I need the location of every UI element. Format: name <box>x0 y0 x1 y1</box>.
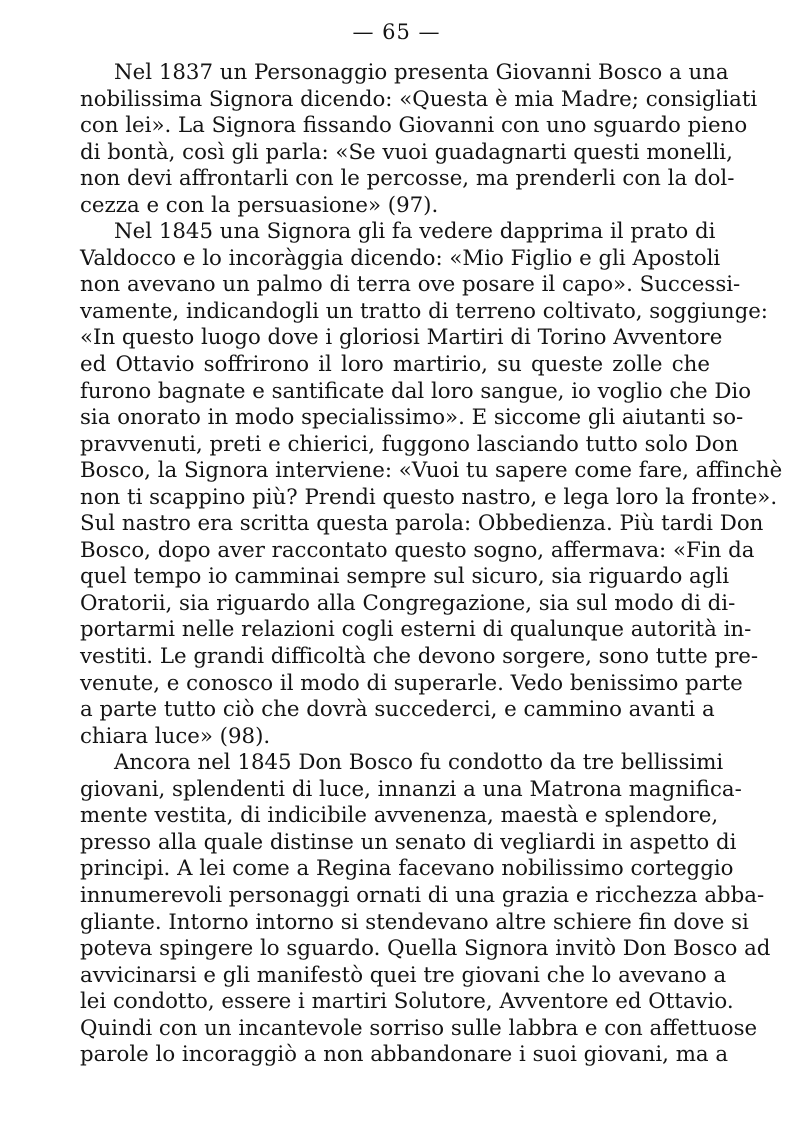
text-line: cezza e con la persuasione» (97). <box>80 192 439 218</box>
text-line: «In questo luogo dove i gloriosi Martiri di Torino Avventore <box>80 325 723 351</box>
text-line: mente vestita, di indicibile avvenenza, maestà e splendore, <box>80 803 719 829</box>
text-line: furono bagnate e santificate dal loro sangue, io voglio che Dio <box>80 378 752 404</box>
text-line: chiara luce» (98). <box>80 723 271 749</box>
text-line: Nel 1845 una Signora gli fa vedere dapprima il prato di <box>114 219 716 245</box>
body-text <box>80 60 783 1069</box>
text-line: parole lo incoraggiò a non abbandonare i suoi giovani, ma a <box>80 1042 729 1068</box>
text-line: avvicinarsi e gli manifestò quei tre giovani che lo avevano a <box>80 962 727 988</box>
text-line: presso alla quale distinse un senato di vegliardi in aspetto di <box>80 829 737 855</box>
text-line: gliante. Intorno intorno si stendevano altre schiere fin dove si <box>80 909 749 935</box>
text-line: pravvenuti, preti e chierici, fuggono lasciando tutto solo Don <box>80 431 739 457</box>
text-line: sia onorato in modo specialissimo». E siccome gli aiutanti so- <box>80 405 744 431</box>
text-line: Oratorii, sia riguardo alla Congregazione, sia sul modo di di- <box>80 590 736 616</box>
text-line: portarmi nelle relazioni cogli esterni di qualunque autorità in- <box>80 617 752 643</box>
text-line: venute, e conosco il modo di superarle. Vedo benissimo parte <box>80 670 743 696</box>
text-line: Bosco, la Signora interviene: «Vuoi tu sapere come fare, affinchè <box>80 458 783 484</box>
text-line: vestiti. Le grandi difficoltà che devono sorgere, sono tutte pre- <box>80 644 759 670</box>
text-line: Sul nastro era scritta questa parola: Obbedienza. Più tardi Don <box>80 511 764 537</box>
text-line: di bontà, così gli parla: «Se vuoi guadagnarti questi monelli, <box>80 139 733 165</box>
page-number: — 65 — <box>352 20 441 44</box>
text-line: giovani, splendenti di luce, innanzi a una Matrona magnifica- <box>80 776 742 802</box>
text-line: Ancora nel 1845 Don Bosco fu condotto da tre bellissimi <box>114 750 724 776</box>
text-line: Valdocco e lo incoràggia dicendo: «Mio Figlio e gli Apostoli <box>80 245 721 271</box>
text-line: a parte tutto ciò che dovrà succederci, e cammino avanti a <box>80 697 715 723</box>
text-line: lei condotto, essere i martiri Solutore, Avventore ed Ottavio. <box>80 989 734 1015</box>
text-line: non ti scappino più? Prendi questo nastro, e lega loro la fronte». <box>80 484 778 510</box>
text-line: innumerevoli personaggi ornati di una grazia e ricchezza abba- <box>80 882 765 908</box>
text-line: quel tempo io camminai sempre sul sicuro, sia riguardo agli <box>80 564 730 590</box>
text-line: poteva spingere lo sguardo. Quella Signora invitò Don Bosco ad <box>80 936 771 962</box>
text-line: Nel 1837 un Personaggio presenta Giovanni Bosco a una <box>114 60 729 85</box>
text-line: principi. A lei come a Regina facevano nobilissimo corteggio <box>80 856 734 882</box>
text-line: vamente, indicandogli un tratto di terreno coltivato, soggiunge: <box>80 298 768 324</box>
text-line: Quindi con un incantevole sorriso sulle labbra e con affettuose <box>80 1015 758 1041</box>
text-line: non avevano un palmo di terra ove posare il capo». Successi- <box>80 272 741 298</box>
text-line: con lei». La Signora fissando Giovanni con uno sguardo pieno <box>80 113 748 139</box>
text-line: ed Ottavio soffrirono il loro martirio, su queste zolle che <box>80 352 710 378</box>
text-line: Bosco, dopo aver raccontato questo sogno, affermava: «Fin da <box>80 537 755 563</box>
text-line: nobilissima Signora dicendo: «Questa è mia Madre; consigliati <box>80 86 758 112</box>
text-line: non devi affrontarli con le percosse, ma prenderli con la dol- <box>80 166 735 192</box>
